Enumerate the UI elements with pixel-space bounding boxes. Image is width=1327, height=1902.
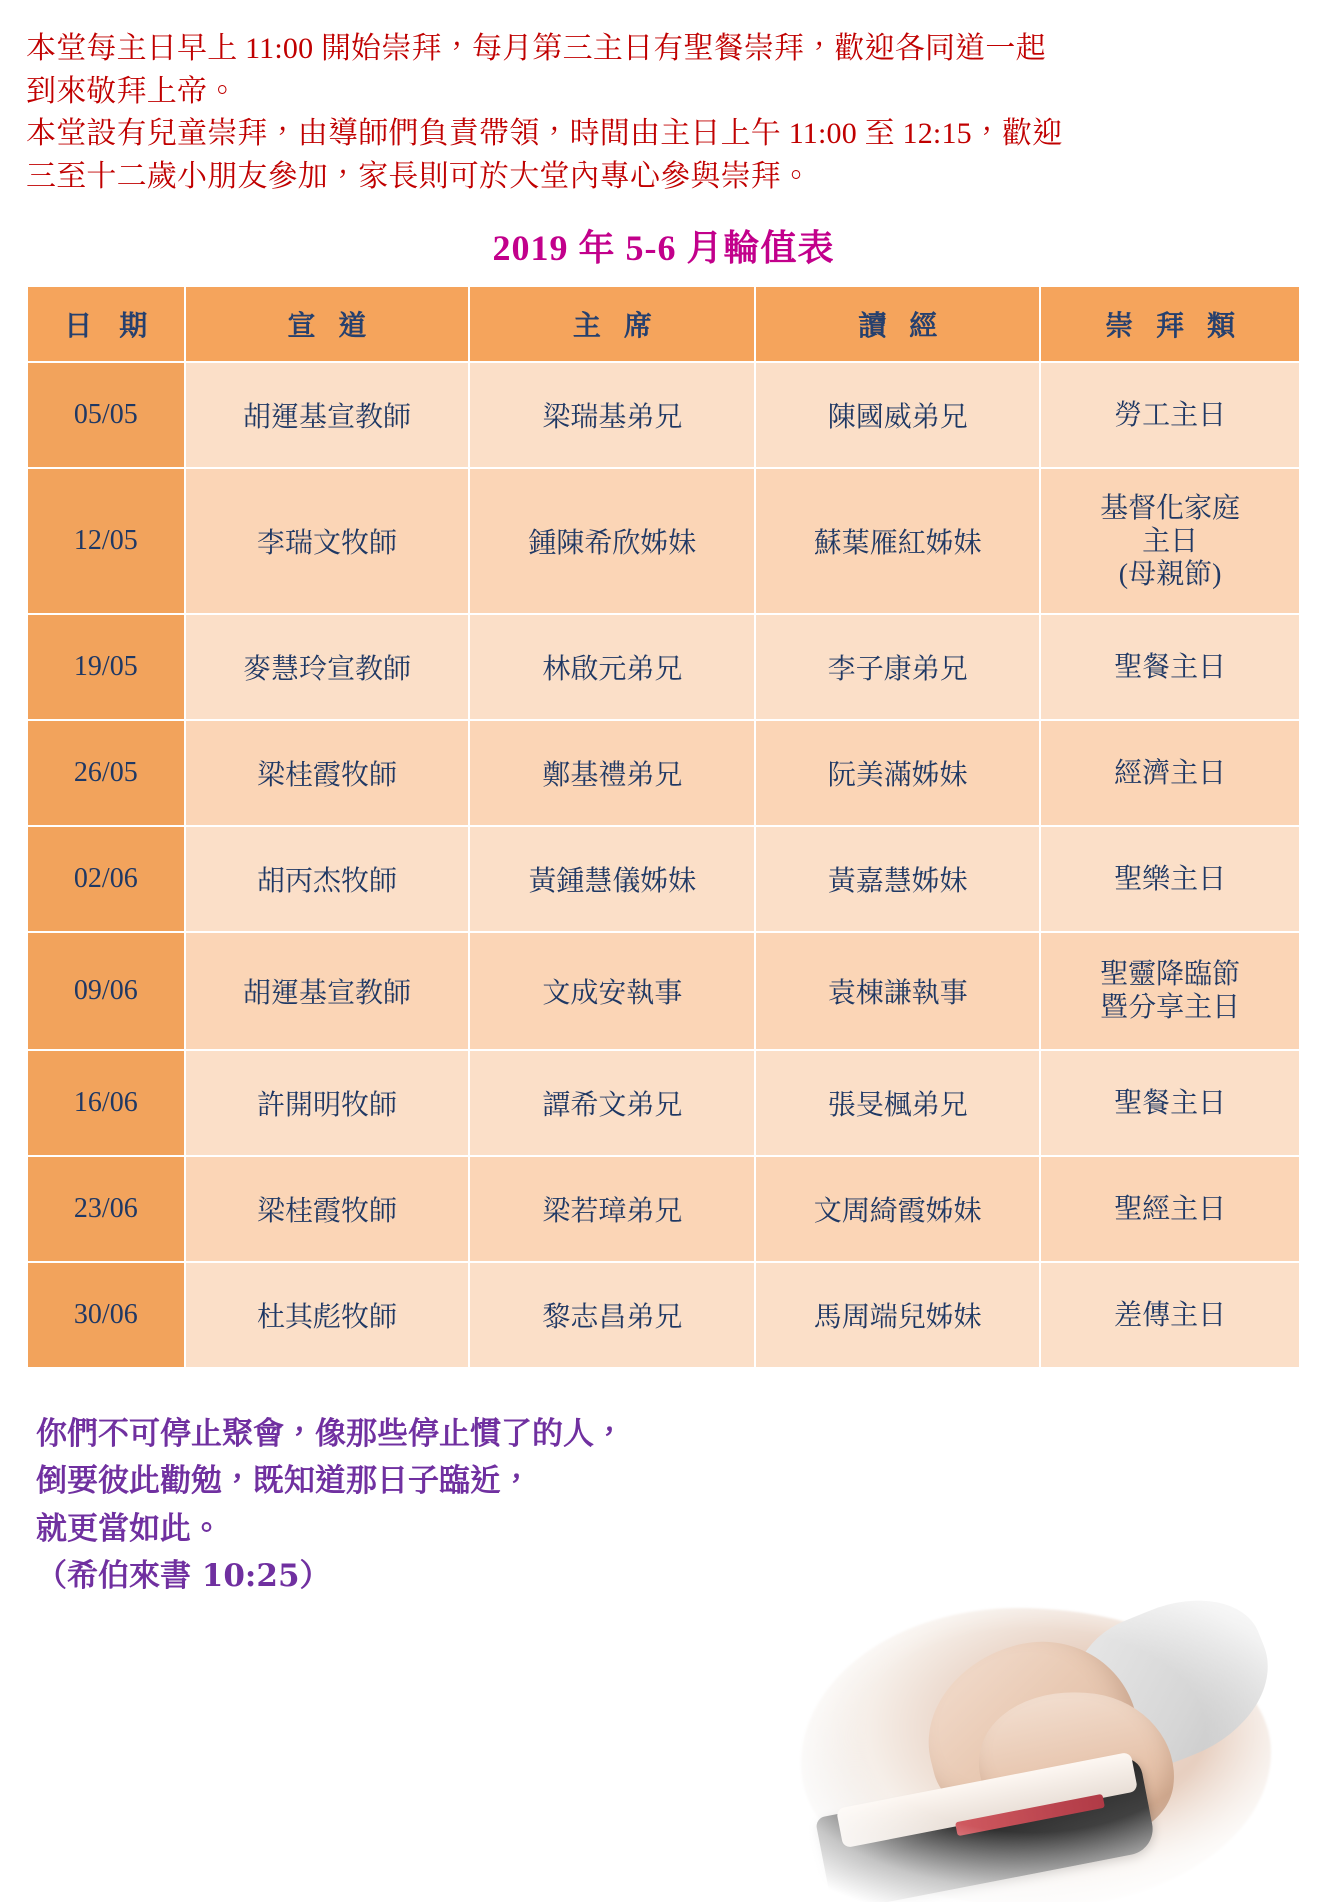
service-type-line-1: 勞工主日 bbox=[1114, 399, 1227, 431]
cell-reader: 陳國威弟兄 bbox=[755, 362, 1040, 468]
cell-date: 09/06 bbox=[27, 932, 185, 1050]
cell-date: 30/06 bbox=[27, 1262, 185, 1368]
table-row bbox=[27, 362, 1300, 468]
cell-preacher: 胡運基宣教師 bbox=[185, 362, 470, 468]
cell-date: 19/05 bbox=[27, 614, 185, 720]
intro-line-4: 三至十二歲小朋友參加，家長則可於大堂內專心參與崇拜。 bbox=[26, 159, 812, 193]
cell-preacher: 麥慧玲宣教師 bbox=[185, 614, 470, 720]
table-row bbox=[27, 614, 1300, 720]
photo-bible-pages bbox=[836, 1752, 1138, 1849]
cell-service-type bbox=[1040, 614, 1300, 720]
cell-reader: 黃嘉慧姊妹 bbox=[755, 826, 1040, 932]
service-type-line-1: 聖樂主日 bbox=[1114, 863, 1227, 895]
cell-reader: 文周綺霞姊妹 bbox=[755, 1156, 1040, 1262]
service-type-line-1: 聖靈降臨節 bbox=[1100, 959, 1241, 991]
photo-hand-right bbox=[970, 1679, 1185, 1855]
photo-vignette bbox=[741, 1572, 1301, 1902]
cell-service-type bbox=[1040, 932, 1300, 1050]
cell-preacher: 杜其彪牧師 bbox=[185, 1262, 470, 1368]
cell-reader: 馬周端兒姊妹 bbox=[755, 1262, 1040, 1368]
service-type-line-1: 聖餐主日 bbox=[1114, 651, 1227, 683]
cell-reader: 李子康弟兄 bbox=[755, 614, 1040, 720]
cell-preacher: 李瑞文牧師 bbox=[185, 468, 470, 614]
cell-preacher: 許開明牧師 bbox=[185, 1050, 470, 1156]
cell-service-type bbox=[1040, 362, 1300, 468]
cell-preacher: 梁桂霞牧師 bbox=[185, 1156, 470, 1262]
cell-service-type bbox=[1040, 1262, 1300, 1368]
cell-chair: 鍾陳希欣姊妹 bbox=[469, 468, 755, 614]
cell-date: 02/06 bbox=[27, 826, 185, 932]
cell-service-type bbox=[1040, 720, 1300, 826]
duty-roster-table bbox=[26, 285, 1301, 1369]
photo-bible-ribbon bbox=[955, 1794, 1105, 1836]
table-row bbox=[27, 1050, 1300, 1156]
service-type-line-3: (母親節) bbox=[1118, 558, 1222, 590]
cell-reader: 張旻楓弟兄 bbox=[755, 1050, 1040, 1156]
cell-date: 23/06 bbox=[27, 1156, 185, 1262]
cell-date: 12/05 bbox=[27, 468, 185, 614]
intro-line-1: 本堂每主日早上 11:00 開始崇拜，每月第三主日有聖餐崇拜，歡迎各同道一起 bbox=[26, 32, 1046, 65]
cell-service-type bbox=[1040, 826, 1300, 932]
service-type-line-2: 主日 bbox=[1142, 525, 1199, 557]
cell-chair: 黎志昌弟兄 bbox=[469, 1262, 755, 1368]
cell-chair: 林啟元弟兄 bbox=[469, 614, 755, 720]
table-row bbox=[27, 1262, 1300, 1368]
verse-line-2: 倒要彼此勸勉，既知道那日子臨近， bbox=[36, 1463, 532, 1500]
table-header-row bbox=[27, 286, 1300, 362]
cell-chair: 文成安執事 bbox=[469, 932, 755, 1050]
cell-date: 16/06 bbox=[27, 1050, 185, 1156]
table-row bbox=[27, 468, 1300, 614]
column-header-date: 日 期 bbox=[27, 286, 185, 362]
cell-reader: 阮美滿姊妹 bbox=[755, 720, 1040, 826]
scripture-verse bbox=[36, 1411, 1301, 1599]
cell-service-type bbox=[1040, 468, 1300, 614]
column-header-preacher: 宣 道 bbox=[185, 286, 470, 362]
cell-chair: 梁若璋弟兄 bbox=[469, 1156, 755, 1262]
photo-bible bbox=[815, 1755, 1157, 1902]
praying-hands-photo bbox=[741, 1572, 1301, 1902]
cell-reader: 袁棟謙執事 bbox=[755, 932, 1040, 1050]
table-row bbox=[27, 720, 1300, 826]
verse-reference: （希伯來書 10:25） bbox=[36, 1557, 331, 1594]
cell-chair: 梁瑞基弟兄 bbox=[469, 362, 755, 468]
column-header-service-type: 崇 拜 類 bbox=[1040, 286, 1300, 362]
cell-chair: 譚希文弟兄 bbox=[469, 1050, 755, 1156]
cell-service-type bbox=[1040, 1156, 1300, 1262]
cell-preacher: 胡丙杰牧師 bbox=[185, 826, 470, 932]
column-header-reader: 讀 經 bbox=[755, 286, 1040, 362]
table-row bbox=[27, 932, 1300, 1050]
intro-line-2: 到來敬拜上帝。 bbox=[26, 74, 238, 108]
cell-date: 05/05 bbox=[27, 362, 185, 468]
verse-line-3: 就更當如此。 bbox=[36, 1510, 222, 1547]
service-type-line-1: 經濟主日 bbox=[1114, 757, 1227, 789]
cell-chair: 黃鍾慧儀姊妹 bbox=[469, 826, 755, 932]
photo-sleeve bbox=[1050, 1576, 1292, 1790]
photo-hand-left bbox=[909, 1621, 1155, 1843]
cell-service-type bbox=[1040, 1050, 1300, 1156]
cell-preacher: 梁桂霞牧師 bbox=[185, 720, 470, 826]
service-type-line-1: 基督化家庭 bbox=[1100, 492, 1241, 524]
table-row bbox=[27, 1156, 1300, 1262]
cell-date: 26/05 bbox=[27, 720, 185, 826]
service-type-line-1: 聖經主日 bbox=[1114, 1193, 1227, 1225]
cell-reader: 蘇葉雁紅姊妹 bbox=[755, 468, 1040, 614]
page-title: 2019 年 5-6 月輪值表 bbox=[492, 228, 835, 269]
cell-preacher: 胡運基宣教師 bbox=[185, 932, 470, 1050]
intro-line-3: 本堂設有兒童崇拜，由導師們負責帶領，時間由主日上午 11:00 至 12:15，歡迎 bbox=[26, 117, 1063, 151]
cell-chair: 鄭基禮弟兄 bbox=[469, 720, 755, 826]
service-intro bbox=[26, 28, 1301, 198]
service-type-line-2: 暨分享主日 bbox=[1100, 992, 1241, 1024]
verse-line-1: 你們不可停止聚會，像那些停止慣了的人， bbox=[36, 1416, 625, 1453]
service-type-line-1: 聖餐主日 bbox=[1114, 1087, 1227, 1119]
column-header-chair: 主 席 bbox=[469, 286, 755, 362]
service-type-line-1: 差傳主日 bbox=[1114, 1299, 1227, 1331]
photo-background bbox=[801, 1608, 1271, 1902]
table-row bbox=[27, 826, 1300, 932]
